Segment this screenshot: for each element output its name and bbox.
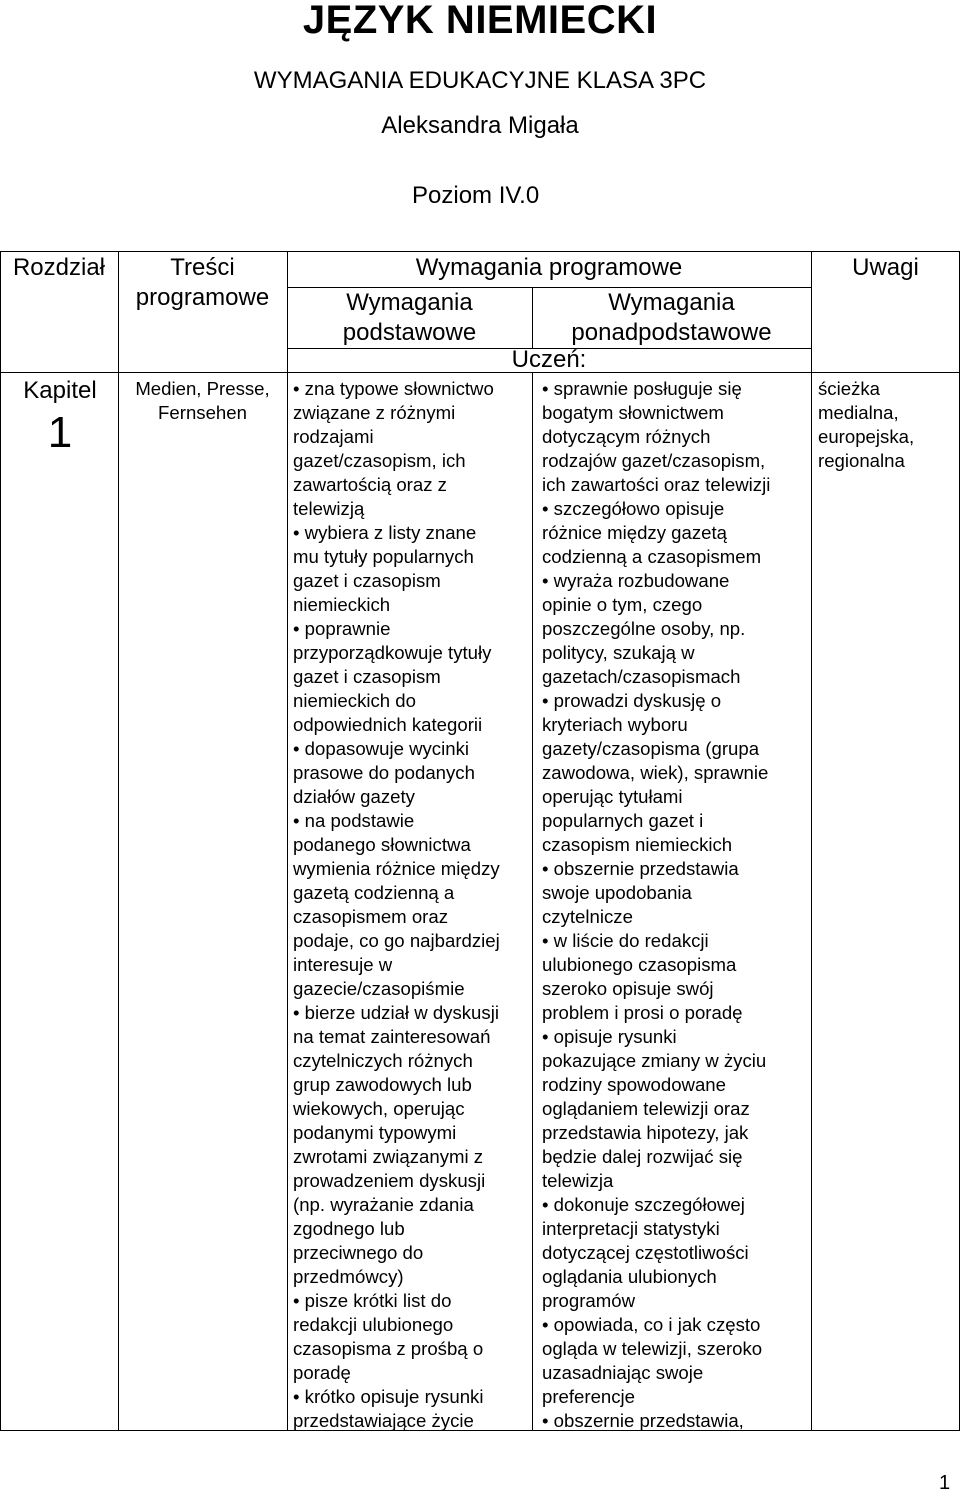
ponadpodstawowe-line: poszczególne osoby, np.: [542, 618, 746, 639]
podstawowe-line: czasopisma z prośbą o: [293, 1338, 484, 1359]
podstawowe-line: redakcji ulubionego: [293, 1314, 454, 1335]
ponadpodstawowe-line: ogląda w telewizji, szeroko: [542, 1338, 763, 1359]
podstawowe-line: prasowe do podanych: [293, 762, 475, 783]
ponadpodstawowe-line: będzie dalej rozwijać się: [542, 1146, 743, 1167]
header-tresci-line2: programowe: [135, 284, 270, 311]
podstawowe-line: przyporządkowuje tytuły: [293, 642, 492, 663]
ponadpodstawowe-line: oglądaniem telewizji oraz: [542, 1098, 750, 1119]
table-col-divider-2: [287, 251, 288, 1431]
header-rozdzial: Rozdział: [12, 254, 106, 281]
podstawowe-line: wiekowych, operując: [293, 1098, 465, 1119]
podstawowe-line: podanymi typowymi: [293, 1122, 457, 1143]
uwagi-line: ścieżka: [818, 378, 881, 399]
table-col-divider-3b: [532, 372, 533, 1430]
ponadpodstawowe-line: dotyczącej częstotliwości: [542, 1242, 749, 1263]
podstawowe-line: mu tytuły popularnych: [293, 546, 474, 567]
ponadpodstawowe-line: opinie o tym, czego: [542, 594, 703, 615]
podstawowe-cell: [293, 377, 529, 1433]
author-name: Aleksandra Migała: [381, 112, 579, 139]
tresci-line: Medien, Presse,: [135, 378, 270, 399]
podstawowe-line: gazet i czasopism: [293, 570, 441, 591]
ponadpodstawowe-line: • wyraża rozbudowane: [542, 570, 730, 591]
podstawowe-line: niemieckich: [293, 594, 391, 615]
ponadpodstawowe-cell: [542, 377, 810, 1433]
ponadpodstawowe-line: preferencje: [542, 1386, 636, 1407]
ponadpodstawowe-line: • obszernie przedstawia: [542, 858, 739, 879]
podstawowe-line: zwrotami związanymi z: [293, 1146, 484, 1167]
ponadpodstawowe-line: • prowadzi dyskusję o: [542, 690, 722, 711]
ponadpodstawowe-line: uzasadniając swoje: [542, 1362, 704, 1383]
podstawowe-line: przedmówcy): [293, 1266, 404, 1287]
podstawowe-line: zawartością oraz z: [293, 474, 447, 495]
podstawowe-line: • poprawnie: [293, 618, 391, 639]
podstawowe-line: niemieckich do: [293, 690, 416, 711]
page-number: 1: [939, 1472, 951, 1494]
ponadpodstawowe-line: • opowiada, co i jak często: [542, 1314, 761, 1335]
podstawowe-line: grup zawodowych lub: [293, 1074, 472, 1095]
kapitel-label: Kapitel: [23, 377, 97, 404]
header-podstawowe-line2: podstawowe: [342, 319, 477, 346]
ponadpodstawowe-line: popularnych gazet i: [542, 810, 704, 831]
podstawowe-line: działów gazety: [293, 786, 415, 807]
podstawowe-line: gazet/czasopism, ich: [293, 450, 466, 471]
header-ponadpodstawowe: [532, 288, 811, 348]
uwagi-cell: [818, 377, 958, 473]
header-tresci-line1: Treści: [170, 254, 235, 281]
header-ponadpodstawowe-line1: Wymagania: [608, 289, 735, 316]
podstawowe-line: • bierze udział w dyskusji: [293, 1002, 499, 1023]
ponadpodstawowe-line: ulubionego czasopisma: [542, 954, 737, 975]
ponadpodstawowe-line: gazetach/czasopismach: [542, 666, 741, 687]
header-uwagi: Uwagi: [852, 254, 919, 281]
podstawowe-line: odpowiednich kategorii: [293, 714, 483, 735]
ponadpodstawowe-line: programów: [542, 1290, 636, 1311]
podstawowe-line: interesuje w: [293, 954, 393, 975]
table-border-top: [0, 251, 960, 252]
header-podstawowe-line1: Wymagania: [346, 289, 473, 316]
uwagi-line: medialna,: [818, 402, 899, 423]
ponadpodstawowe-line: rodzajów gazet/czasopism,: [542, 450, 766, 471]
podstawowe-line: telewizją: [293, 498, 365, 519]
ponadpodstawowe-line: dotyczącym różnych: [542, 426, 711, 447]
uwagi-line: europejska,: [818, 426, 915, 447]
ponadpodstawowe-line: kryteriach wyboru: [542, 714, 688, 735]
ponadpodstawowe-line: interpretacji statystyki: [542, 1218, 720, 1239]
podstawowe-line: podanego słownictwa: [293, 834, 471, 855]
tresci-line: Fernsehen: [158, 402, 247, 423]
document-title: JĘZYK NIEMIECKI: [302, 0, 658, 42]
podstawowe-line: • zna typowe słownictwo: [293, 378, 494, 399]
ponadpodstawowe-line: bogatym słownictwem: [542, 402, 724, 423]
podstawowe-line: • na podstawie: [293, 810, 415, 831]
podstawowe-line: poradę: [293, 1362, 351, 1383]
table-col-divider-4: [811, 251, 812, 1431]
ponadpodstawowe-line: szeroko opisuje swój: [542, 978, 714, 999]
podstawowe-line: • pisze krótki list do: [293, 1290, 452, 1311]
uwagi-line: regionalna: [818, 450, 905, 471]
podstawowe-line: wymienia różnice między: [293, 858, 500, 879]
podstawowe-line: przeciwnego do: [293, 1242, 424, 1263]
podstawowe-line: gazetą codzienną a: [293, 882, 455, 903]
kapitel-number: 1: [47, 408, 73, 457]
podstawowe-line: czytelniczych różnych: [293, 1050, 473, 1071]
podstawowe-line: rodzajami: [293, 426, 374, 447]
header-podstawowe: [287, 288, 532, 348]
podstawowe-line: • wybiera z listy znane: [293, 522, 477, 543]
header-uczen: Uczeń:: [511, 346, 587, 373]
ponadpodstawowe-line: • dokonuje szczegółowej: [542, 1194, 745, 1215]
podstawowe-line: na temat zainteresowań: [293, 1026, 491, 1047]
ponadpodstawowe-line: • opisuje rysunki: [542, 1026, 677, 1047]
ponadpodstawowe-line: rodziny spowodowane: [542, 1074, 726, 1095]
tresci-cell: [118, 377, 287, 425]
podstawowe-line: • krótko opisuje rysunki: [293, 1386, 484, 1407]
podstawowe-line: zgodnego lub: [293, 1218, 405, 1239]
header-tresci: [118, 253, 287, 313]
podstawowe-line: prowadzeniem dyskusji: [293, 1170, 486, 1191]
ponadpodstawowe-line: oglądania ulubionych: [542, 1266, 717, 1287]
podstawowe-line: przedstawiające życie: [293, 1410, 474, 1431]
ponadpodstawowe-line: gazety/czasopisma (grupa: [542, 738, 760, 759]
podstawowe-line: czasopismem oraz: [293, 906, 448, 927]
ponadpodstawowe-line: • obszernie przedstawia,: [542, 1410, 744, 1431]
podstawowe-line: związane z różnymi: [293, 402, 456, 423]
header-wymagania-programowe: Wymagania programowe: [415, 254, 683, 281]
podstawowe-line: podaje, co go najbardziej: [293, 930, 500, 951]
ponadpodstawowe-line: czasopism niemieckich: [542, 834, 733, 855]
ponadpodstawowe-line: • w liście do redakcji: [542, 930, 709, 951]
ponadpodstawowe-line: ich zawartości oraz telewizji: [542, 474, 771, 495]
ponadpodstawowe-line: problem i prosi o poradę: [542, 1002, 743, 1023]
ponadpodstawowe-line: przedstawia hipotezy, jak: [542, 1122, 749, 1143]
podstawowe-line: gazet i czasopism: [293, 666, 441, 687]
ponadpodstawowe-line: pokazujące zmiany w życiu: [542, 1050, 767, 1071]
ponadpodstawowe-line: swoje upodobania: [542, 882, 692, 903]
ponadpodstawowe-line: codzienną a czasopismem: [542, 546, 762, 567]
level-label: Poziom IV.0: [412, 182, 540, 209]
podstawowe-line: (np. wyrażanie zdania: [293, 1194, 474, 1215]
ponadpodstawowe-line: telewizja: [542, 1170, 614, 1191]
ponadpodstawowe-line: operując tytułami: [542, 786, 683, 807]
podstawowe-line: • dopasowuje wycinki: [293, 738, 470, 759]
ponadpodstawowe-line: • sprawnie posługuje się: [542, 378, 742, 399]
document-subtitle: WYMAGANIA EDUKACYJNE KLASA 3PC: [253, 67, 707, 94]
ponadpodstawowe-line: zawodowa, wiek), sprawnie: [542, 762, 769, 783]
ponadpodstawowe-line: różnice między gazetą: [542, 522, 727, 543]
header-ponadpodstawowe-line2: ponadpodstawowe: [571, 319, 772, 346]
ponadpodstawowe-line: politycy, szukają w: [542, 642, 695, 663]
podstawowe-line: gazecie/czasopiśmie: [293, 978, 465, 999]
ponadpodstawowe-line: • szczegółowo opisuje: [542, 498, 725, 519]
ponadpodstawowe-line: czytelnicze: [542, 906, 633, 927]
